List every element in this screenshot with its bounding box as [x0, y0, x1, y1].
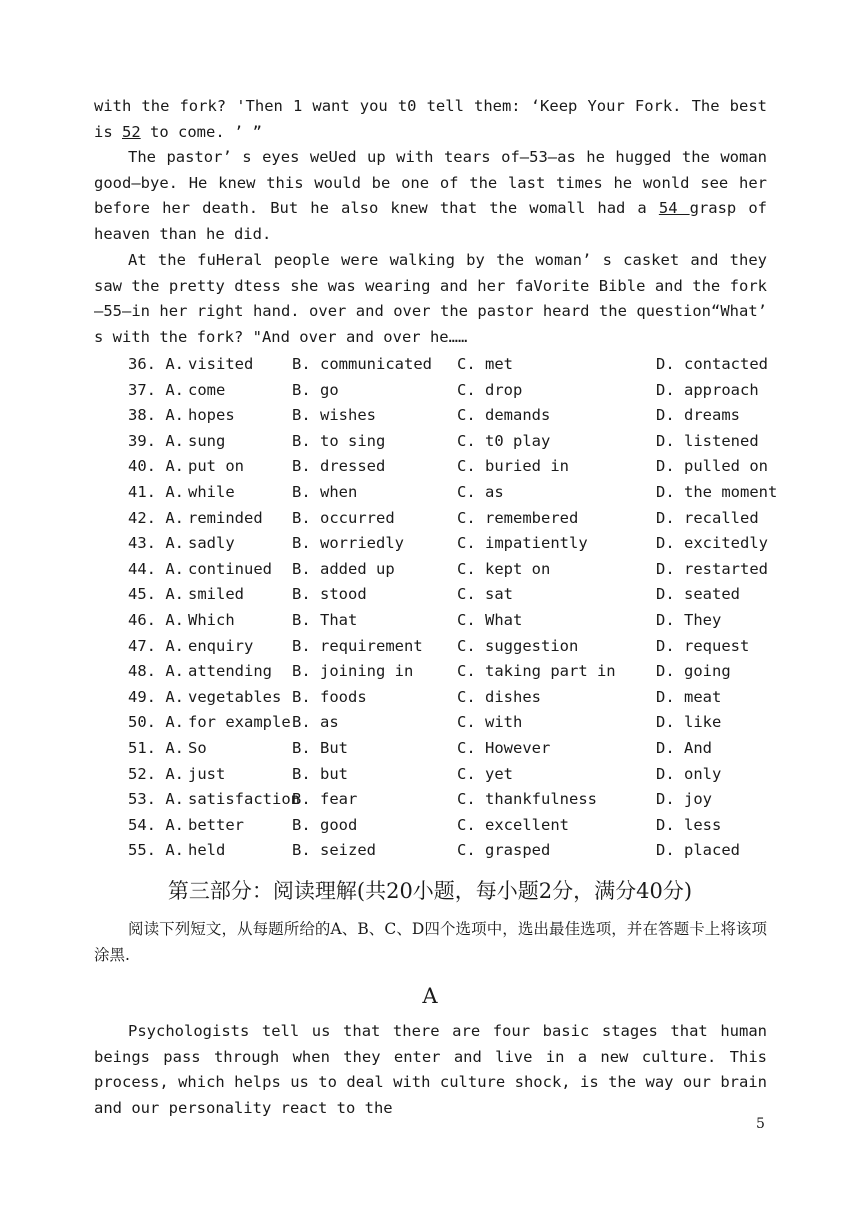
- option-b: B. seized: [292, 841, 376, 860]
- option-num: 48. A.: [128, 662, 184, 681]
- option-num: 39. A.: [128, 431, 184, 450]
- option-d: D. seated: [656, 585, 740, 604]
- option-d: D. pulled on: [656, 457, 768, 476]
- option-b: B. dressed: [292, 457, 386, 476]
- option-b: B. But: [292, 738, 348, 757]
- option-b: B. That: [292, 610, 358, 629]
- option-b: B. worriedly: [292, 534, 404, 553]
- passage-text: with the fork? 'Then 1 want you t0 tell them: ‘Keep Your Fork. The best is: [94, 97, 767, 141]
- option-a: hopes: [188, 406, 235, 425]
- option-num: 41. A.: [128, 482, 184, 501]
- option-a: enquiry: [188, 636, 254, 655]
- section-instruction: 阅读下列短文，从每题所给的A、B、C、D四个选项中，选出最佳选项，并在答题卡上将该项涂黑.: [94, 920, 767, 964]
- option-row: [0, 634, 860, 660]
- option-row: [0, 838, 860, 864]
- option-a: just: [188, 764, 226, 783]
- option-a: satisfaction: [188, 790, 300, 809]
- option-row: [0, 582, 860, 608]
- option-c: C. excellent: [457, 815, 569, 834]
- option-c: C. taking part in: [457, 662, 616, 681]
- option-c: C. sat: [457, 585, 513, 604]
- option-d: D. And: [656, 738, 712, 757]
- option-b: B. foods: [292, 687, 367, 706]
- option-d: D. only: [656, 764, 722, 783]
- option-a: put on: [188, 457, 244, 476]
- passage-a-text: Psychologists tell us that there are four basic stages that human beings pass through when they enter and live in a new culture. This process, which helps us to deal with culture shock, is the way our brain and our personality react to the: [94, 1022, 767, 1118]
- option-num: 40. A.: [128, 457, 184, 476]
- option-b: B. occurred: [292, 508, 395, 527]
- option-a: held: [188, 841, 226, 860]
- option-row: [0, 813, 860, 839]
- option-c: C. suggestion: [457, 636, 579, 655]
- page-number: 5: [756, 1116, 765, 1132]
- option-c: C. impatiently: [457, 534, 588, 553]
- option-c: C. thankfulness: [457, 790, 597, 809]
- option-num: 47. A.: [128, 636, 184, 655]
- option-b: B. requirement: [292, 636, 423, 655]
- option-row: [0, 480, 860, 506]
- option-c: C. buried in: [457, 457, 569, 476]
- option-b: B. good: [292, 815, 358, 834]
- option-a: reminded: [188, 508, 263, 527]
- option-row: [0, 659, 860, 685]
- passage-text: to come. ’ ”: [140, 122, 262, 141]
- option-d: D. listened: [656, 431, 759, 450]
- option-row: [0, 454, 860, 480]
- option-c: C. demands: [457, 406, 551, 425]
- option-c: C. remembered: [457, 508, 579, 527]
- option-c: C. However: [457, 738, 551, 757]
- option-row: [0, 710, 860, 736]
- section-title: 第三部分：阅读理解(共20小题，每小题2分，满分40分): [167, 879, 693, 903]
- option-row: [0, 506, 860, 532]
- option-b: B. fear: [292, 790, 358, 809]
- options-list: [0, 352, 860, 864]
- option-b: B. go: [292, 380, 339, 399]
- option-row: [0, 378, 860, 404]
- option-d: D. restarted: [656, 559, 768, 578]
- option-num: 37. A.: [128, 380, 184, 399]
- option-a: So: [188, 738, 207, 757]
- option-num: 50. A.: [128, 713, 184, 732]
- option-d: D. recalled: [656, 508, 759, 527]
- option-a: sung: [188, 431, 226, 450]
- option-num: 52. A.: [128, 764, 184, 783]
- option-row: [0, 531, 860, 557]
- option-num: 42. A.: [128, 508, 184, 527]
- option-c: C. drop: [457, 380, 523, 399]
- option-b: B. to sing: [292, 431, 386, 450]
- option-num: 36. A.: [128, 355, 184, 373]
- option-b: B. communicated: [292, 355, 432, 373]
- option-b: B. but: [292, 764, 348, 783]
- option-b: B. wishes: [292, 406, 376, 425]
- option-a: better: [188, 815, 244, 834]
- option-num: 51. A.: [128, 738, 184, 757]
- option-a: come: [188, 380, 226, 399]
- passage-paragraph-3: At the fuHeral people were walking by the woman’ s casket and they saw the pretty dtess she was wearing and her faVorite Bible and the fork—55—in her right hand. over and over the pastor heard the question“What’ s with the fork? "And over and over he……: [94, 251, 767, 347]
- option-row: [0, 403, 860, 429]
- option-b: B. joining in: [292, 662, 414, 681]
- passage-text: grasp of heaven than he did.: [94, 199, 768, 244]
- passage-heading: A: [422, 984, 438, 1008]
- option-a: for example: [188, 713, 291, 732]
- passage-paragraph-1: [94, 94, 767, 145]
- option-a: attending: [188, 662, 272, 681]
- option-row: [0, 787, 860, 813]
- option-num: 49. A.: [128, 687, 184, 706]
- option-num: 45. A.: [128, 585, 184, 604]
- option-c: C. yet: [457, 764, 513, 783]
- option-row: [0, 608, 860, 634]
- option-num: 38. A.: [128, 406, 184, 425]
- option-d: D. less: [656, 815, 722, 834]
- option-c: C. as: [457, 482, 504, 501]
- option-c: C. What: [457, 610, 523, 629]
- passage-paragraph-2: [94, 145, 767, 248]
- option-b: B. when: [292, 482, 358, 501]
- option-c: C. grasped: [457, 841, 551, 860]
- option-b: B. as: [292, 713, 339, 732]
- option-a: continued: [188, 559, 272, 578]
- option-a: sadly: [188, 534, 235, 553]
- option-a: Which: [188, 610, 235, 629]
- option-c: C. met: [457, 355, 513, 373]
- option-d: D. request: [656, 636, 750, 655]
- option-d: D. like: [656, 713, 722, 732]
- option-d: D. going: [656, 662, 731, 681]
- option-row: [0, 557, 860, 583]
- option-a: smiled: [188, 585, 244, 604]
- option-num: 55. A.: [128, 841, 184, 860]
- option-num: 44. A.: [128, 559, 184, 578]
- option-c: C. t0 play: [457, 431, 551, 450]
- option-a: vegetables: [188, 687, 282, 706]
- option-num: 53. A.: [128, 790, 184, 809]
- option-d: D. excitedly: [656, 534, 768, 553]
- option-d: D. dreams: [656, 406, 740, 425]
- option-num: 43. A.: [128, 534, 184, 553]
- option-num: 46. A.: [128, 610, 184, 629]
- option-d: D. contacted: [656, 355, 768, 373]
- option-c: C. kept on: [457, 559, 551, 578]
- option-b: B. stood: [292, 585, 367, 604]
- option-row: [0, 736, 860, 762]
- option-c: C. dishes: [457, 687, 541, 706]
- option-a: while: [188, 482, 235, 501]
- passage-text: The pastor’ s eyes weUed up with tears of—53—as he hugged the woman good—bye. He knew this would be one of the last times he wonld see her before her death. But he also knew that the womall had a: [94, 148, 767, 218]
- option-row: [0, 352, 860, 378]
- option-row: [0, 762, 860, 788]
- option-row: [0, 685, 860, 711]
- option-d: D. meat: [656, 687, 722, 706]
- option-d: D. the moment: [656, 482, 778, 501]
- option-row: [0, 429, 860, 455]
- option-d: D. placed: [656, 841, 740, 860]
- option-a: visited: [188, 355, 254, 373]
- option-d: D. joy: [656, 790, 712, 809]
- option-c: C. with: [457, 713, 523, 732]
- blank-52: 52: [122, 122, 141, 141]
- blank-54: 54: [658, 199, 690, 218]
- option-d: D. They: [656, 610, 722, 629]
- option-b: B. added up: [292, 559, 395, 578]
- option-d: D. approach: [656, 380, 759, 399]
- option-num: 54. A.: [128, 815, 184, 834]
